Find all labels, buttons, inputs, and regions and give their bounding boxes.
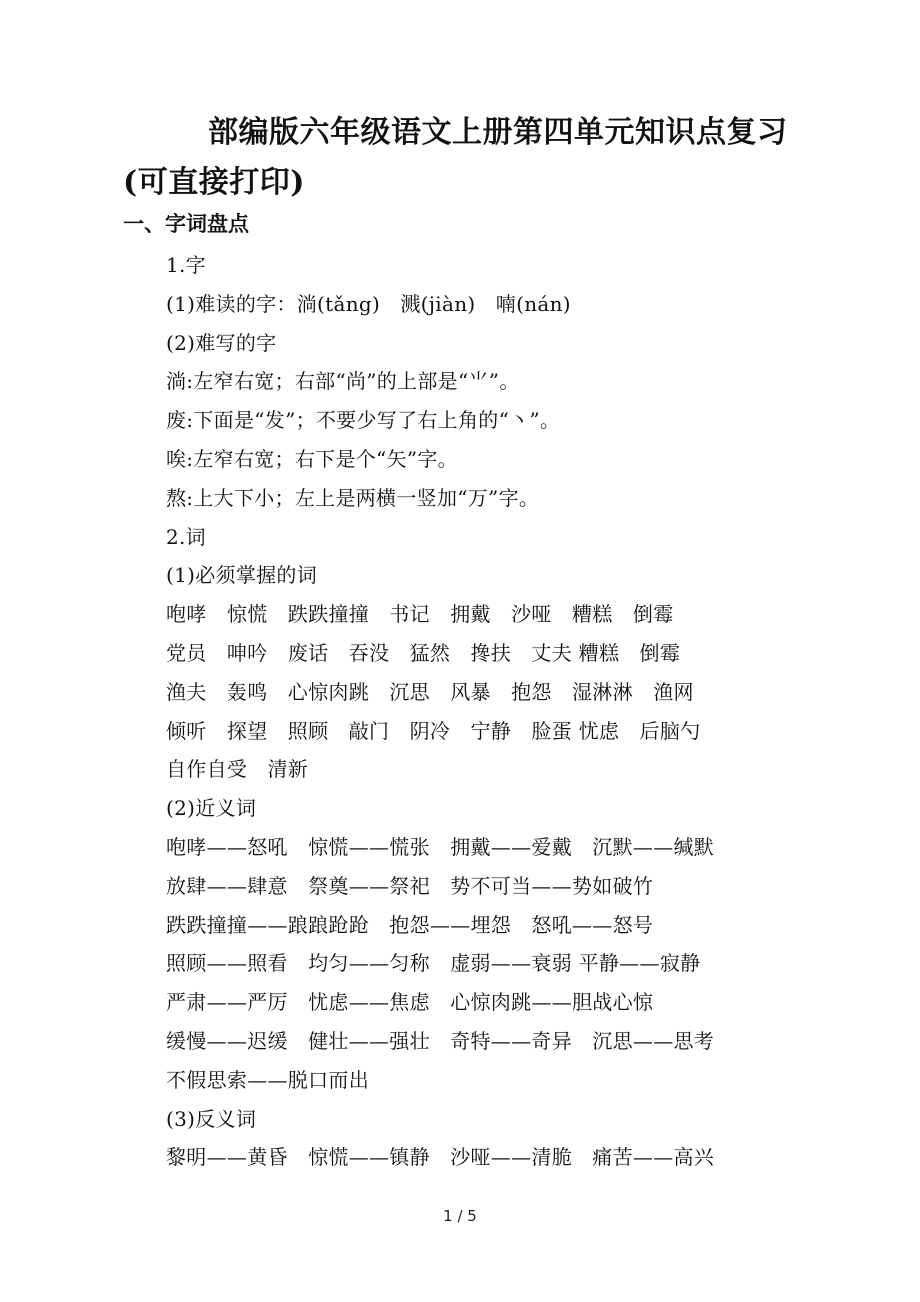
- text-line: 咆哮 惊慌 跌跌撞撞 书记 拥戴 沙哑 糟糕 倒霉: [166, 602, 674, 627]
- text-line: 照顾——照看 均匀——匀称 虚弱——衰弱 平静——寂静: [166, 951, 701, 976]
- document-title: 部编版六年级语文上册第四单元知识点复习(可直接打印): [123, 115, 788, 200]
- text-line: 1.字: [166, 253, 206, 277]
- text-line: (2)近义词: [166, 796, 257, 821]
- text-line: 自作自受 清新: [166, 757, 309, 782]
- text-line: (3)反义词: [166, 1106, 257, 1131]
- body-text: [166, 246, 866, 1177]
- text-line: 熬:上大下小；左上是两横一竖加“万”字。: [166, 485, 540, 510]
- text-line: 2.词: [166, 524, 206, 549]
- text-line: 放肆——肆意 祭奠——祭祀 势不可当——势如破竹: [166, 873, 654, 898]
- text-line: 唉:左窄右宽；右下是个“矢”字。: [166, 446, 458, 471]
- text-line: 废:下面是“发”；不要少写了右上角的“丶”。: [166, 408, 561, 433]
- text-line: (2)难写的字: [166, 330, 277, 355]
- text-line: (1)难读的字：淌(tǎng) 溅(jiàn) 喃(nán): [166, 291, 571, 316]
- text-line: 严肃——严厉 忧虑——焦虑 心惊肉跳——胆战心惊: [166, 990, 654, 1015]
- text-line: 渔夫 轰鸣 心惊肉跳 沉思 风暴 抱怨 湿淋淋 渔网: [166, 679, 694, 704]
- section-heading: 一、字词盘点: [123, 211, 249, 236]
- text-line: 倾听 探望 照顾 敲门 阴冷 宁静 脸蛋 忧虑 后脑勺: [166, 718, 701, 743]
- page-number: 1 / 5: [443, 1207, 477, 1225]
- text-line: 淌:左窄右宽；右部“尚”的上部是“⺌”。: [166, 369, 520, 394]
- text-line: 咆哮——怒吼 惊慌——慌张 拥戴——爱戴 沉默——缄默: [166, 834, 715, 859]
- text-line: 缓慢——迟缓 健壮——强壮 奇特——奇异 沉思——思考: [166, 1028, 715, 1053]
- text-line: 跌跌撞撞——踉踉跄跄 抱怨——埋怨 怒吼——怒号: [166, 912, 654, 937]
- text-line: (1)必须掌握的词: [166, 563, 318, 588]
- text-line: 不假思索——脱口而出: [166, 1067, 369, 1092]
- text-line: 党员 呻吟 废话 吞没 猛然 搀扶 丈夫 糟糕 倒霉: [166, 640, 681, 665]
- text-line: 黎明——黄昏 惊慌——镇静 沙哑——清脆 痛苦——高兴: [166, 1145, 715, 1170]
